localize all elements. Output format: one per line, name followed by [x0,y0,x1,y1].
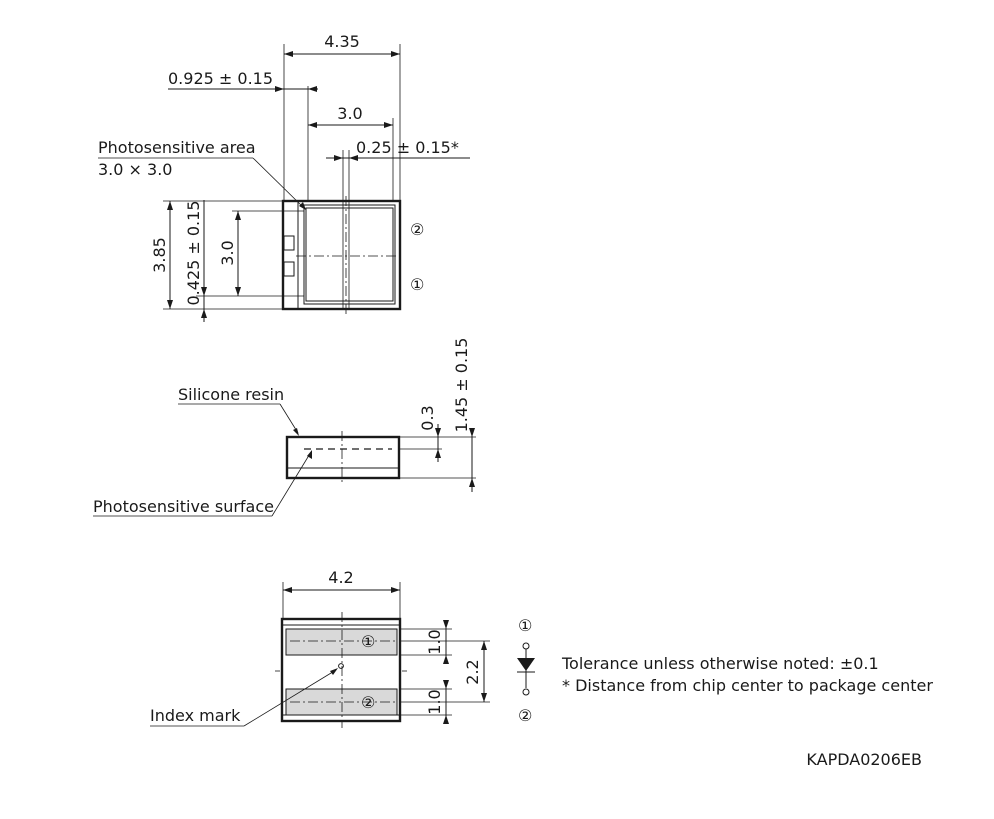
diode-symbol [517,658,535,671]
area-label-line2: 3.0 × 3.0 [98,160,173,179]
pad1-label: ① [361,632,376,651]
dim-pad1-height: 1.0 [425,629,444,655]
side-view [93,338,476,516]
dim-offset-left: 0.925 ± 0.15 [168,69,274,88]
diode-schematic [517,616,535,725]
silicone-label: Silicone resin [178,385,285,404]
notes [561,654,933,769]
pin2-label: ② [410,220,425,239]
drawing-code: KAPDA0206EB [806,750,922,769]
dim-depth: 0.3 [418,405,437,431]
bottom-view [150,568,490,728]
dim-area-width: 3.0 [337,104,363,123]
dim-pad2-height: 1.0 [425,689,444,715]
pin1-label: ① [410,275,425,294]
footnote: * Distance from chip center to package center [562,676,933,695]
schematic-pin1: ① [518,616,533,635]
schematic-pin2: ② [518,706,533,725]
dim-width-total: 4.35 [324,32,360,51]
index-mark-dot [339,664,344,669]
surface-label: Photosensitive surface [93,497,274,516]
index-label: Index mark [150,706,241,725]
dim-area-height: 3.0 [218,240,237,266]
dim-center-offset: 0.25 ± 0.15* [356,138,459,157]
dim-pad-pitch: 2.2 [463,659,482,685]
dim-height: 1.45 ± 0.15 [452,337,471,433]
dim-bottom-width: 4.2 [328,568,354,587]
tolerance-note: Tolerance unless otherwise noted: ±0.1 [562,654,879,673]
dim-offset-bottom: 0.425 ± 0.15 [184,200,203,306]
dim-height-total: 3.85 [150,237,169,273]
top-view [98,32,470,322]
area-label-line1: Photosensitive area [98,138,256,157]
pad2-label: ② [361,693,376,712]
